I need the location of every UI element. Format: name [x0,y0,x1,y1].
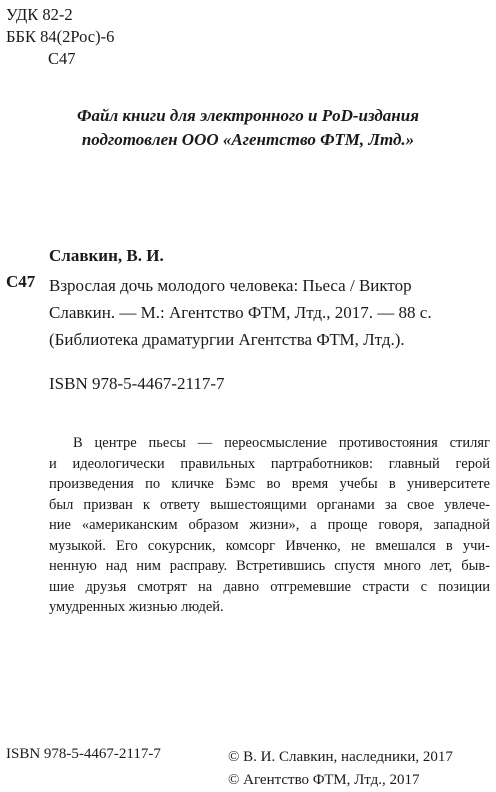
annotation-line: ние «американским образом жизни», а проще говоря, западной [49,517,490,533]
notice-line-2: подготовлен ООО «Агентство ФТМ, Лтд.» [81,129,415,149]
bbk-code: ББК 84(2Рос)-6 [6,27,115,46]
record-author-sign: С47 [6,272,36,291]
annotation-line: был призван к ответу вышестоящими органами за свое увлече- [49,496,490,513]
footer-isbn: ISBN 978-5-4467-2117-7 [6,746,161,762]
annotation-line: В центре пьесы — переосмысление противостояния стиляг [73,435,490,451]
notice-line-1: Файл книги для электронного и PoD-издания [77,106,419,125]
annotation-line: шие друзья смотрят на давно отгремевшие страсти с позиции [49,578,490,595]
author-mark: С47 [48,49,76,68]
edition-notice [0,104,496,151]
bibliographic-description [49,272,489,353]
annotation-line: произведения по кличке Бэмс во время учебы в университете [49,476,490,492]
biblio-line: Славкин. — М.: Агентство ФТМ, Лтд., 2017. — 88 с. [49,303,432,322]
record-author: Славкин, В. И. [49,246,164,265]
annotation-line: ненную над ним расправу. Встретившись спустя много лет, быв- [49,558,490,574]
annotation [49,433,490,618]
classification-codes [6,4,114,70]
biblio-line: (Библиотека драматургии Агентства ФТМ, Лтд.). [49,330,405,349]
copyright-author: © В. И. Славкин, наследники, 2017 [228,749,453,765]
annotation-line: умудренных жизнью людей. [49,599,224,615]
annotation-line: музыкой. Его сокурсник, комсорг Ивченко, не вмешался в учи- [49,537,490,554]
copyright-block [228,746,453,792]
annotation-line: и идеологически правильных партработников: главный герой [49,455,490,472]
udk-code: УДК 82-2 [6,5,73,24]
copyright-publisher: © Агентство ФТМ, Лтд., 2017 [228,772,420,788]
biblio-line: Взрослая дочь молодого человека: Пьеса / Виктор [49,276,412,295]
record-isbn: ISBN 978-5-4467-2117-7 [49,374,225,393]
